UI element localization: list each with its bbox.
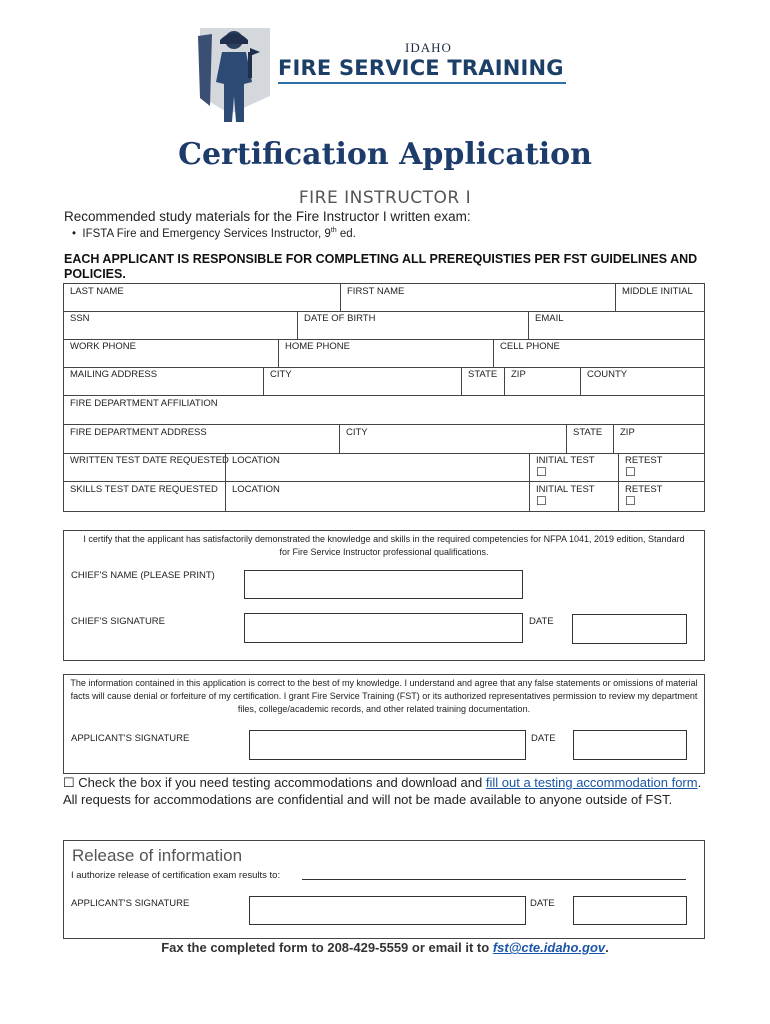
state-field[interactable]	[461, 367, 504, 395]
written-location-label: LOCATION	[232, 455, 280, 466]
dob-label: DATE OF BIRTH	[304, 313, 376, 324]
applicant-date-label: DATE	[531, 733, 556, 744]
first-name-label: FIRST NAME	[347, 286, 405, 297]
work-phone-label: WORK PHONE	[70, 341, 136, 352]
applicant-statement-text: The information contained in this application is correct to the best of my knowledge. I understand and agree that any false statements or omissions of material facts will cause denial or forfeiture of my certification. I grant Fire Service Training (FST) or its authorized representatives permission to review my department files, college/academic records, and other related training documentation.	[70, 678, 698, 714]
email-label: EMAIL	[535, 313, 564, 324]
skills-retest-label: RETEST	[625, 484, 663, 495]
county-field[interactable]	[580, 367, 704, 395]
cell-phone-label: CELL PHONE	[500, 341, 560, 352]
footer-text: Fax the completed form to 208-429-5559 or email it to	[161, 940, 493, 955]
study-item-text: IFSTA Fire and Emergency Services Instructor, 9	[82, 227, 331, 240]
chief-certify-text: I certify that the applicant has satisfactorily demonstrated the knowledge and skills in the required competencies for NFPA 1041, 2019 edition, Standard for Fire Service Instructor professional qualifications.	[83, 534, 685, 557]
fd-address-field[interactable]	[64, 425, 339, 453]
brand-idaho: IDAHO	[405, 40, 452, 55]
fd-zip-label: ZIP	[620, 427, 635, 438]
form-row-phone	[63, 339, 705, 368]
release-date-label: DATE	[530, 898, 555, 909]
written-test-label: WRITTEN TEST DATE REQUESTED	[70, 455, 229, 466]
form-row-name	[63, 283, 705, 312]
study-item-sup: th	[330, 227, 337, 234]
chief-signature-label: CHIEF'S SIGNATURE	[71, 616, 166, 627]
fd-zip-field[interactable]	[613, 425, 704, 453]
chief-signature-input[interactable]	[244, 613, 523, 643]
form-row-address	[63, 367, 705, 396]
written-location-field[interactable]	[225, 453, 529, 481]
chief-date-input[interactable]	[572, 614, 687, 644]
chief-date-label: DATE	[529, 616, 554, 627]
skills-test-field[interactable]	[64, 482, 225, 511]
home-phone-label: HOME PHONE	[285, 341, 350, 352]
responsibility-notice: EACH APPLICANT IS RESPONSIBLE FOR COMPLETING ALL PREREQUISTIES PER FST GUIDELINES AND POLICIES.	[64, 252, 698, 281]
release-authorize-label: I authorize release of certification exam results to:	[71, 870, 281, 881]
release-box	[63, 840, 705, 939]
fd-state-field[interactable]	[566, 425, 613, 453]
applicant-signature-input[interactable]	[249, 730, 526, 760]
accommodation-checkbox[interactable]: ☐	[63, 775, 75, 790]
last-name-field[interactable]	[64, 284, 340, 311]
form-row-ssn	[63, 311, 705, 340]
written-initial-test[interactable]	[529, 453, 618, 481]
accommodation-text-before: Check the box if you need testing accommodations and download and	[74, 775, 486, 790]
written-initial-checkbox[interactable]: ☐	[536, 465, 547, 479]
written-test-field[interactable]	[64, 453, 229, 481]
page-title: Certification Application	[178, 137, 592, 172]
release-signature-input[interactable]	[249, 896, 526, 925]
accommodation-text-after: . All requests for accommodations are confidential and will not be made available to anyone outside of FST.	[63, 775, 702, 807]
chief-name-input[interactable]	[244, 570, 523, 599]
skills-retest-checkbox[interactable]: ☐	[625, 494, 636, 508]
skills-location-label: LOCATION	[232, 484, 280, 495]
brand-underline	[278, 82, 566, 84]
skills-test-label: SKILLS TEST DATE REQUESTED	[70, 484, 218, 495]
work-phone-field[interactable]	[64, 339, 278, 367]
accommodation-note	[63, 774, 703, 808]
written-retest-checkbox[interactable]: ☐	[625, 465, 636, 479]
ssn-field[interactable]	[64, 311, 297, 339]
home-phone-field[interactable]	[278, 339, 493, 367]
form-row-fd-address	[63, 425, 705, 454]
fd-affiliation-label: FIRE DEPARTMENT AFFILIATION	[70, 398, 218, 409]
accommodation-form-link[interactable]: fill out a testing accommodation form	[485, 775, 698, 790]
zip-field[interactable]	[504, 367, 580, 395]
study-item-end: ed.	[336, 227, 356, 240]
release-signature-label: APPLICANT'S SIGNATURE	[71, 898, 190, 909]
cell-phone-field[interactable]	[493, 339, 704, 367]
email-field[interactable]	[528, 311, 704, 339]
release-title: Release of information	[72, 846, 243, 865]
dob-field[interactable]	[297, 311, 528, 339]
brand-name: FIRE SERVICE TRAINING	[278, 56, 564, 80]
fd-city-field[interactable]	[339, 425, 566, 453]
release-date-input[interactable]	[573, 896, 687, 925]
applicant-date-input[interactable]	[573, 730, 687, 760]
applicant-statement-box	[63, 674, 705, 774]
skills-initial-checkbox[interactable]: ☐	[536, 494, 547, 508]
release-recipient-line[interactable]	[302, 879, 686, 880]
state-label: STATE	[468, 369, 498, 380]
footer-email-link[interactable]: fst@cte.idaho.gov	[492, 940, 606, 955]
county-label: COUNTY	[587, 369, 628, 380]
fd-affiliation-field[interactable]	[64, 396, 704, 424]
zip-label: ZIP	[511, 369, 526, 380]
fd-address-label: FIRE DEPARTMENT ADDRESS	[70, 427, 207, 438]
city-label: CITY	[270, 369, 292, 380]
city-field[interactable]	[263, 367, 461, 395]
footer-end: .	[605, 940, 609, 955]
mailing-address-field[interactable]	[64, 367, 263, 395]
mailing-address-label: MAILING ADDRESS	[70, 369, 158, 380]
skills-location-field[interactable]	[225, 482, 529, 511]
applicant-signature-label: APPLICANT'S SIGNATURE	[71, 733, 190, 744]
form-row-affiliation	[63, 396, 705, 425]
page-subtitle: FIRE INSTRUCTOR I	[298, 188, 472, 208]
chief-name-label: CHIEF'S NAME (PLEASE PRINT)	[71, 570, 215, 581]
written-retest[interactable]	[618, 453, 704, 481]
skills-initial-label: INITIAL TEST	[536, 484, 595, 495]
middle-initial-label: MIDDLE INITIAL	[622, 286, 693, 297]
study-item: • IFSTA Fire and Emergency Services Instructor, 9th ed.	[72, 227, 356, 240]
skills-retest[interactable]	[618, 482, 704, 511]
fd-state-label: STATE	[573, 427, 603, 438]
written-initial-label: INITIAL TEST	[536, 455, 595, 466]
footer-instructions	[0, 940, 770, 955]
form-row-skills-test	[63, 482, 705, 512]
middle-initial-field[interactable]	[615, 284, 704, 311]
chief-certification-box	[63, 530, 705, 661]
written-retest-label: RETEST	[625, 455, 663, 466]
skills-initial-test[interactable]	[529, 482, 618, 511]
last-name-label: LAST NAME	[70, 286, 124, 297]
first-name-field[interactable]	[340, 284, 615, 311]
study-intro: Recommended study materials for the Fire Instructor I written exam:	[64, 209, 471, 224]
fd-city-label: CITY	[346, 427, 368, 438]
ssn-label: SSN	[70, 313, 90, 324]
form-row-written-test	[63, 453, 705, 482]
